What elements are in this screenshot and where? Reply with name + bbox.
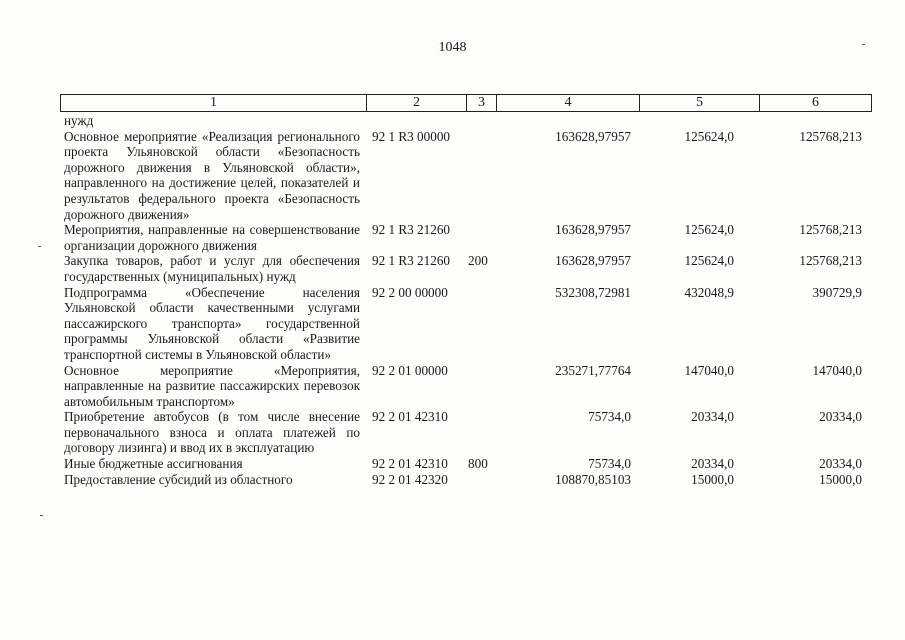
row-code: 92 2 00 00000 [372, 284, 448, 300]
row-code: 92 2 01 42310 [372, 456, 448, 472]
header-col-4: 4 [497, 95, 640, 111]
row-type [468, 409, 498, 456]
row-code: 92 1 R3 00000 [372, 128, 451, 144]
row-value-1: 163628,97957 [555, 128, 631, 144]
row-value-2: 125624,0 [684, 128, 734, 144]
row-value-1: 235271,77764 [555, 362, 631, 378]
table-header [60, 94, 872, 112]
row-type: 800 [468, 456, 488, 472]
table-row [60, 253, 872, 284]
row-value-3: 390729,9 [812, 284, 862, 300]
row-code: 92 1 R3 21260 [372, 222, 451, 238]
row-value-2: 432048,9 [684, 284, 734, 300]
header-col-5: 5 [640, 95, 760, 111]
row-type [468, 222, 498, 253]
header-col-1: 1 [61, 95, 367, 111]
row-value-2: 15000,0 [691, 471, 734, 487]
row-value-2: 125624,0 [684, 253, 734, 269]
row-value-3 [734, 113, 862, 129]
table-row [60, 222, 872, 253]
row-value-3: 125768,213 [799, 128, 862, 144]
row-value-3: 20334,0 [819, 409, 862, 425]
row-type [468, 129, 498, 223]
row-value-2: 125624,0 [684, 222, 734, 238]
row-value-3: 125768,213 [799, 222, 862, 238]
row-type [468, 472, 498, 488]
table-row [60, 113, 872, 129]
row-value-1: 163628,97957 [555, 222, 631, 238]
row-code: 92 2 01 00000 [372, 362, 448, 378]
row-value-3: 15000,0 [819, 471, 862, 487]
header-col-6: 6 [812, 95, 819, 110]
table-row [60, 456, 872, 472]
row-value-1: 75734,0 [588, 456, 631, 472]
row-name: Основное мероприятие «Реализация регионального проекта Ульяновской области «Безопасность дорожного движения в Ульяновской области», направленного на достижение целей, показателей и результатов федерального проекта «Безопасность дорожного движения» [64, 128, 360, 222]
scan-speck [40, 515, 43, 516]
row-code: 92 2 01 42310 [372, 409, 448, 425]
row-type [468, 285, 498, 363]
row-code [366, 113, 468, 129]
header-col-2: 2 [367, 95, 467, 111]
row-value-2: 147040,0 [684, 362, 734, 378]
table-row [60, 472, 872, 488]
row-name: Подпрограмма «Обеспечение населения Ульяновской области качественными услугами пассажирского транспорта» государственной программы Ульяновской области «Развитие транспортной системы в Ульяновской области» [64, 284, 360, 362]
row-value-3: 20334,0 [819, 456, 862, 472]
row-value-1: 75734,0 [588, 409, 631, 425]
budget-table [60, 113, 872, 487]
header-col-3: 3 [467, 95, 497, 111]
row-value-2 [631, 113, 734, 129]
scan-speck [38, 246, 41, 247]
table-row [60, 409, 872, 456]
row-value-3: 147040,0 [812, 362, 862, 378]
row-name: Основное мероприятие «Мероприятия, направленные на развитие пассажирских перевозок автомобильным транспортом» [64, 362, 360, 409]
row-code: 92 1 R3 21260 [372, 253, 451, 269]
row-type [468, 113, 498, 129]
row-name: Приобретение автобусов (в том числе внесение первоначального взноса и оплата платежей по договору лизинга) и ввод их в эксплуатацию [64, 409, 360, 456]
row-value-3: 125768,213 [799, 253, 862, 269]
row-value-1: 532308,72981 [555, 284, 631, 300]
row-value-1: 163628,97957 [555, 253, 631, 269]
table-row [60, 129, 872, 223]
row-name: Иные бюджетные ассигнования [64, 456, 243, 472]
row-value-2: 20334,0 [691, 456, 734, 472]
scan-speck [862, 44, 865, 45]
row-value-2: 20334,0 [691, 409, 734, 425]
row-name: Закупка товаров, работ и услуг для обеспечения государственных (муниципальных) нужд [64, 253, 360, 284]
row-name: Предоставление субсидий из областного [64, 471, 293, 487]
table-row [60, 363, 872, 410]
row-type: 200 [468, 253, 488, 269]
row-value-1: 108870,85103 [555, 471, 631, 487]
row-code: 92 2 01 42320 [372, 471, 448, 487]
row-value-1 [498, 113, 631, 129]
row-type [468, 363, 498, 410]
row-name: Мероприятия, направленные на совершенствование организации дорожного движения [64, 222, 360, 253]
row-name: нужд [64, 113, 94, 128]
page-number: 1048 [438, 40, 467, 55]
table-row [60, 285, 872, 363]
